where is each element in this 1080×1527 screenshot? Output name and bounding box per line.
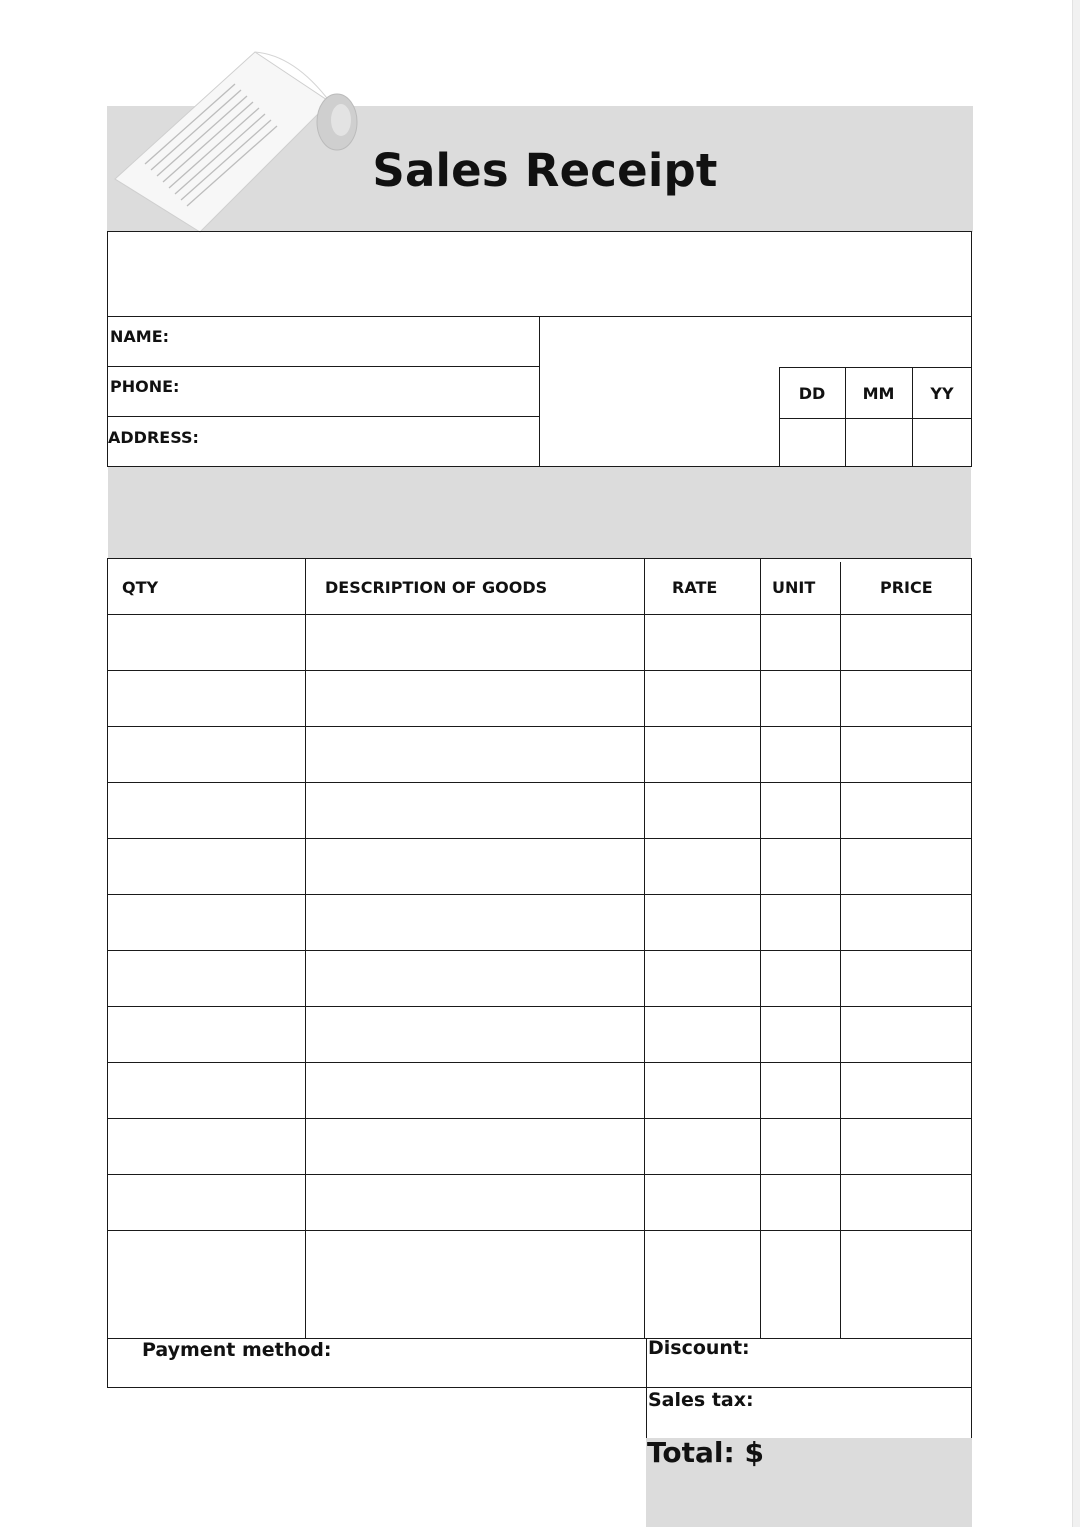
- table-row-divider: [107, 894, 972, 895]
- phone-divider: [107, 416, 540, 417]
- totals-right-edge: [971, 1338, 972, 1439]
- date-col-divider: [912, 367, 913, 467]
- table-row-divider: [107, 1006, 972, 1007]
- page-edge: [1072, 0, 1080, 1527]
- table-row-divider: [107, 1118, 972, 1119]
- payment-method-label: Payment method:: [142, 1339, 332, 1361]
- table-row-divider: [107, 1174, 972, 1175]
- date-month-label: MM: [862, 384, 895, 403]
- address-label: ADDRESS:: [108, 428, 199, 447]
- table-row-divider: [107, 1230, 972, 1231]
- col-header-price: PRICE: [880, 578, 933, 597]
- date-grid: [779, 367, 972, 467]
- table-row-divider: [107, 1062, 972, 1063]
- items-table: [107, 558, 972, 1339]
- gray-band: [108, 467, 971, 558]
- receipt-roll-icon: [105, 44, 365, 239]
- table-row-divider: [107, 838, 972, 839]
- info-vertical-divider: [539, 316, 540, 467]
- total-label: Total: $: [647, 1436, 764, 1469]
- page-title: Sales Receipt: [372, 144, 718, 197]
- col-header-qty: QTY: [122, 578, 159, 597]
- col-divider-rate: [760, 558, 761, 1339]
- col-header-description: DESCRIPTION OF GOODS: [325, 578, 548, 597]
- col-divider-qty: [305, 558, 306, 1339]
- name-divider: [107, 366, 540, 367]
- table-row-divider: [107, 950, 972, 951]
- sales-tax-label: Sales tax:: [648, 1389, 754, 1411]
- discount-divider: [646, 1387, 972, 1388]
- date-col-divider: [845, 367, 846, 467]
- table-row-divider: [107, 726, 972, 727]
- discount-label: Discount:: [648, 1337, 750, 1359]
- name-label: NAME:: [110, 327, 170, 346]
- col-header-rate: RATE: [672, 578, 718, 597]
- col-divider-desc: [644, 558, 645, 1339]
- date-year-label: YY: [930, 384, 954, 403]
- date-divider: [779, 418, 972, 419]
- table-row-divider: [107, 670, 972, 671]
- phone-label: PHONE:: [110, 377, 180, 396]
- table-row-divider: [107, 782, 972, 783]
- table-row-divider: [107, 614, 972, 615]
- col-header-unit: UNIT: [772, 578, 816, 597]
- date-day-label: DD: [798, 384, 826, 403]
